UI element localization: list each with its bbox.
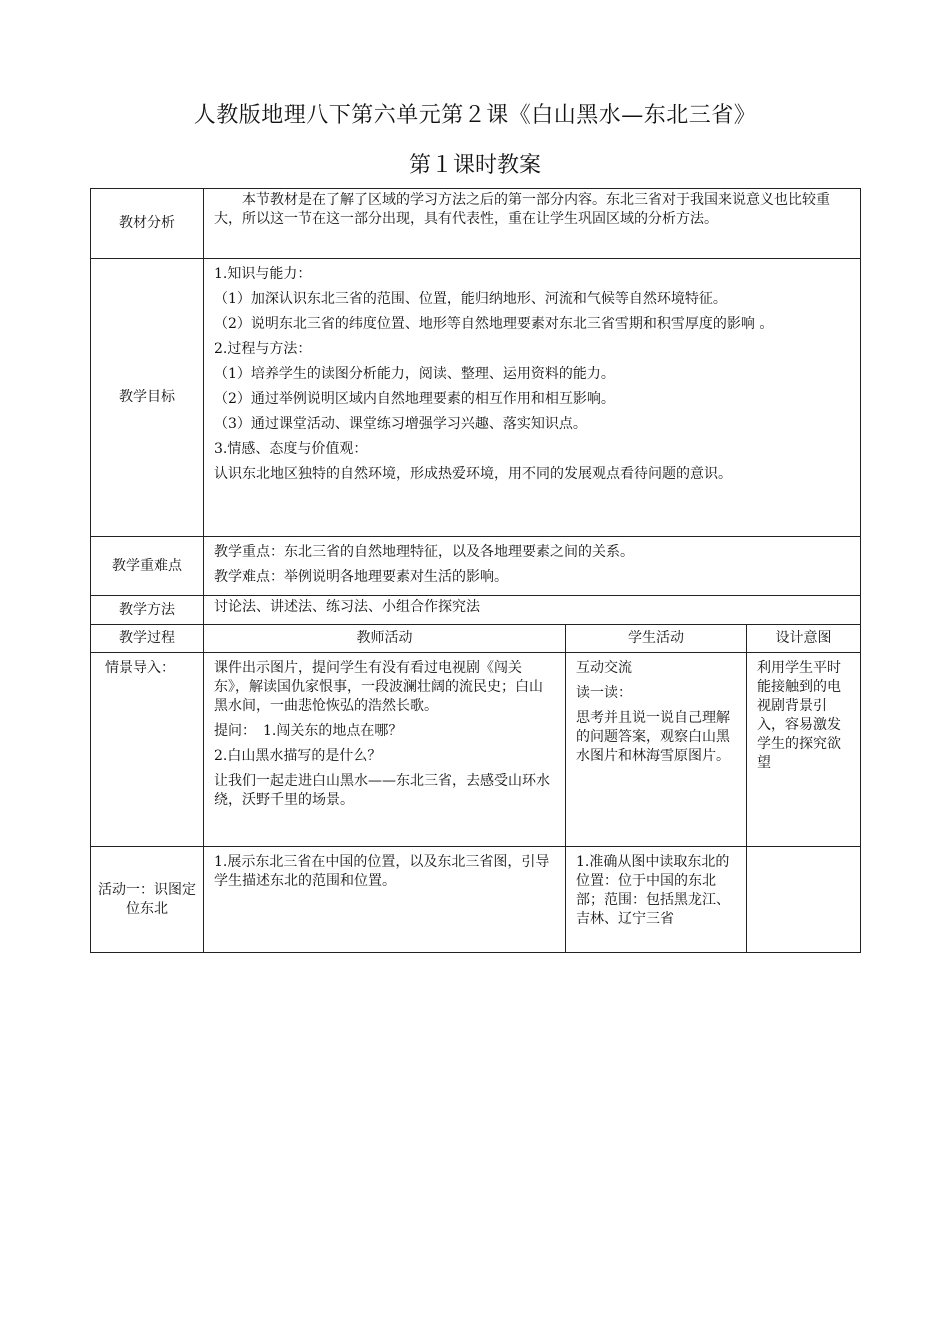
analysis-row — [91, 189, 861, 259]
goals-line: 3.情感、态度与价值观： — [214, 441, 368, 457]
design-intent-intro — [747, 653, 861, 847]
analysis-text — [204, 189, 861, 259]
student-line: 互动交流 — [576, 660, 632, 676]
goals-line: （1）加深认识东北三省的范围、位置，能归纳地形、河流和气候等自然环境特征。 — [214, 291, 727, 307]
difficult-point-line: 教学难点：举例说明各地理要素对生活的影响。 — [214, 569, 508, 585]
goals-line: 认识东北地区独特的自然环境，形成热爱环境，用不同的发展观点看待问题的意识。 — [214, 466, 732, 482]
student-line: 读一读： — [576, 685, 632, 701]
process-header-row — [91, 625, 861, 653]
process-row-intro — [91, 653, 861, 847]
student-line: 1.准确从图中读取东北的位置：位于中国的东北部；范围：包括黑龙江、吉林、辽宁三省 — [576, 854, 730, 927]
goals-line: 2.过程与方法： — [214, 341, 312, 357]
process-row-activity1 — [91, 847, 861, 953]
goals-line: （2）说明东北三省的纬度位置、地形等自然地理要素对东北三省雪期和积雪厚度的影响 。 — [214, 316, 774, 332]
student-activity-1 — [566, 847, 747, 953]
goals-line: 1.知识与能力： — [214, 266, 312, 282]
goals-line: （3）通过课堂活动、课堂练习增强学习兴趣、落实知识点。 — [214, 416, 587, 432]
header-process: 教学过程 — [91, 625, 204, 653]
methods-label: 教学方法 — [91, 596, 204, 625]
teacher-activity-1 — [204, 847, 566, 953]
stage-intro: 情景导入： — [91, 653, 204, 847]
analysis-label: 教材分析 — [91, 189, 204, 259]
goals-row — [91, 259, 861, 537]
teacher-line: 提问： 1.闯关东的地点在哪？ — [214, 723, 403, 739]
student-line: 思考并且说一说自己理解的问题答案，观察白山黑水图片和林海雪原图片。 — [576, 710, 730, 764]
teacher-line: 课件出示图片，提问学生有没有看过电视剧《闯关东》，解读国仇家恨事，一段波澜壮阔的流民史；白山黑水间，一曲悲怆恢弘的浩然长歌。 — [214, 660, 543, 714]
student-activity-intro — [566, 653, 747, 847]
methods-text: 讨论法、讲述法、练习法、小组合作探究法 — [204, 596, 861, 625]
header-intent: 设计意图 — [747, 625, 861, 653]
goals-line: （1）培养学生的读图分析能力，阅读、整理、运用资料的能力。 — [214, 366, 615, 382]
header-teacher: 教师活动 — [204, 625, 566, 653]
key-points-row — [91, 537, 861, 596]
stage-activity1: 活动一：识图定位东北 — [91, 847, 204, 953]
teacher-activity-intro — [204, 653, 566, 847]
methods-row — [91, 596, 861, 625]
document-title: 人教版地理八下第六单元第２课《白山黑水—东北三省》 — [193, 103, 757, 128]
document-subtitle: 第１课时教案 — [408, 153, 541, 178]
teacher-line: 让我们一起走进白山黑水——东北三省，去感受山环水绕，沃野千里的场景。 — [214, 773, 550, 808]
goals-label: 教学目标 — [91, 259, 204, 537]
intent-text: 利用学生平时能接触到的电视剧背景引入，容易激发学生的探究欲望 — [757, 660, 841, 771]
teacher-line: 1.展示东北三省在中国的位置，以及东北三省图，引导学生描述东北的范围和位置。 — [214, 854, 550, 889]
goals-line: （2）通过举例说明区域内自然地理要素的相互作用和相互影响。 — [214, 391, 615, 407]
analysis-paragraph: 本节教材是在了解了区域的学习方法之后的第一部分内容。东北三省对于我国来说意义也比较重大，所以这一节在这一部分出现，具有代表性，重在让学生巩固区域的分析方法。 — [214, 192, 830, 227]
design-intent-1 — [747, 847, 861, 953]
teacher-line: 2.白山黑水描写的是什么？ — [214, 748, 382, 764]
lesson-plan-table — [90, 188, 861, 953]
key-points-content — [204, 537, 861, 596]
header-student: 学生活动 — [566, 625, 747, 653]
key-point-line: 教学重点：东北三省的自然地理特征，以及各地理要素之间的关系。 — [214, 544, 634, 560]
goals-content — [204, 259, 861, 537]
key-points-label: 教学重难点 — [91, 537, 204, 596]
